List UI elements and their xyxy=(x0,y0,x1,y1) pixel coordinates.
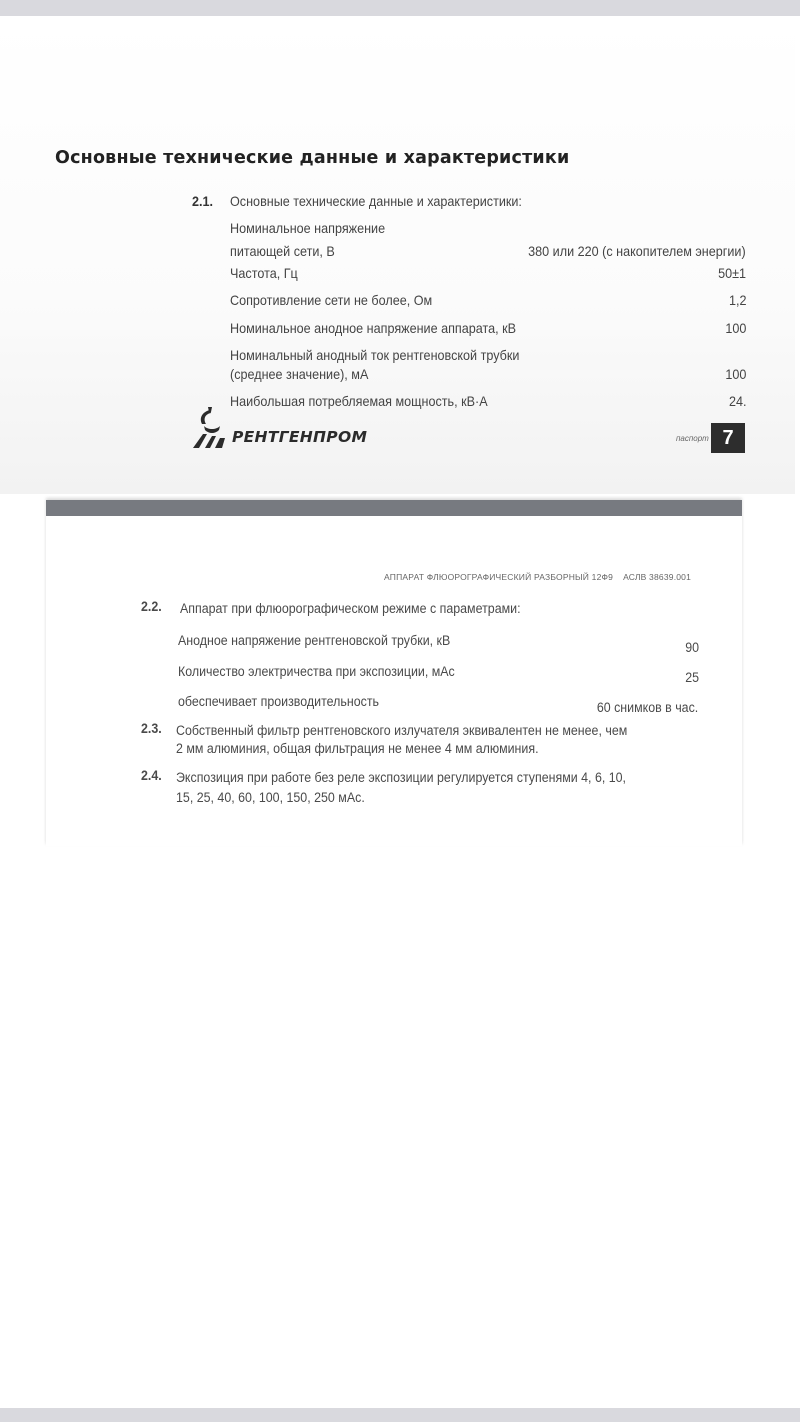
spec-label: Номинальное напряжение xyxy=(230,220,386,236)
spec-value: 24. xyxy=(728,393,746,409)
running-header xyxy=(384,572,691,582)
param-label: Количество электричества при экспозиции, мАс xyxy=(178,664,455,679)
section-text-2-4: 15, 25, 40, 60, 100, 150, 250 мАс. xyxy=(176,790,365,805)
document-code: АСЛВ 38639.001 xyxy=(623,572,692,582)
spec-value: 380 или 220 (с накопителем энергии) xyxy=(528,243,746,259)
spec-label: (среднее значение), мА xyxy=(230,366,369,382)
spec-value: 1,2 xyxy=(728,292,746,308)
page-heading: Основные технические данные и характеристики xyxy=(55,148,570,168)
section-title-2-1: Основные технические данные и характеристики: xyxy=(230,193,522,209)
running-header-title: АППАРАТ ФЛЮОРОГРАФИЧЕСКИЙ РАЗБОРНЫЙ 12Ф9 xyxy=(384,572,614,582)
spec-label: питающей сети, В xyxy=(230,243,335,259)
page-footer-label: паспорт xyxy=(676,434,709,443)
screen-bottom-bar xyxy=(0,1408,800,1422)
screen-top-bar xyxy=(0,0,800,16)
section-text-2-3: Собственный фильтр рентгеновского излучателя эквивалентен не менее, чем xyxy=(176,723,628,738)
spec-value: 50±1 xyxy=(718,265,746,281)
section-number-2-1: 2.1. xyxy=(192,193,214,209)
param-value: 60 снимков в час. xyxy=(596,700,698,715)
logo-wordmark: РЕНТГЕНПРОМ xyxy=(232,428,368,446)
param-label: Анодное напряжение рентгеновской трубки, кВ xyxy=(178,633,451,648)
section-number-2-3: 2.3. xyxy=(141,721,162,736)
section-text-2-4: Экспозиция при работе без реле экспозиции регулируется ступенями 4, 6, 10, xyxy=(176,770,627,785)
spec-value: 100 xyxy=(724,320,746,336)
rentgenprom-logo xyxy=(190,404,368,452)
section-number-2-4: 2.4. xyxy=(141,768,162,783)
param-value: 25 xyxy=(685,670,699,685)
rentgenprom-logo-mark-icon xyxy=(190,404,232,452)
spec-value: 100 xyxy=(724,366,746,382)
spec-label: Частота, Гц xyxy=(230,265,298,281)
param-label: обеспечивает производительность xyxy=(178,694,379,709)
spec-label: Номинальное анодное напряжение аппарата, кВ xyxy=(230,320,517,336)
spec-label: Наибольшая потребляемая мощность, кВ·А xyxy=(230,393,488,409)
section-text-2-3: 2 мм алюминия, общая фильтрация не менее 4 мм алюминия. xyxy=(176,741,539,756)
page-number-badge: 7 xyxy=(711,423,745,453)
section-number-2-2: 2.2. xyxy=(141,599,162,614)
spec-label: Номинальный анодный ток рентгеновской трубки xyxy=(230,347,520,363)
param-value: 90 xyxy=(685,640,699,655)
spec-label: Сопротивление сети не более, Ом xyxy=(230,292,433,308)
section-title-2-2: Аппарат при флюорографическом режиме с параметрами: xyxy=(180,601,521,616)
